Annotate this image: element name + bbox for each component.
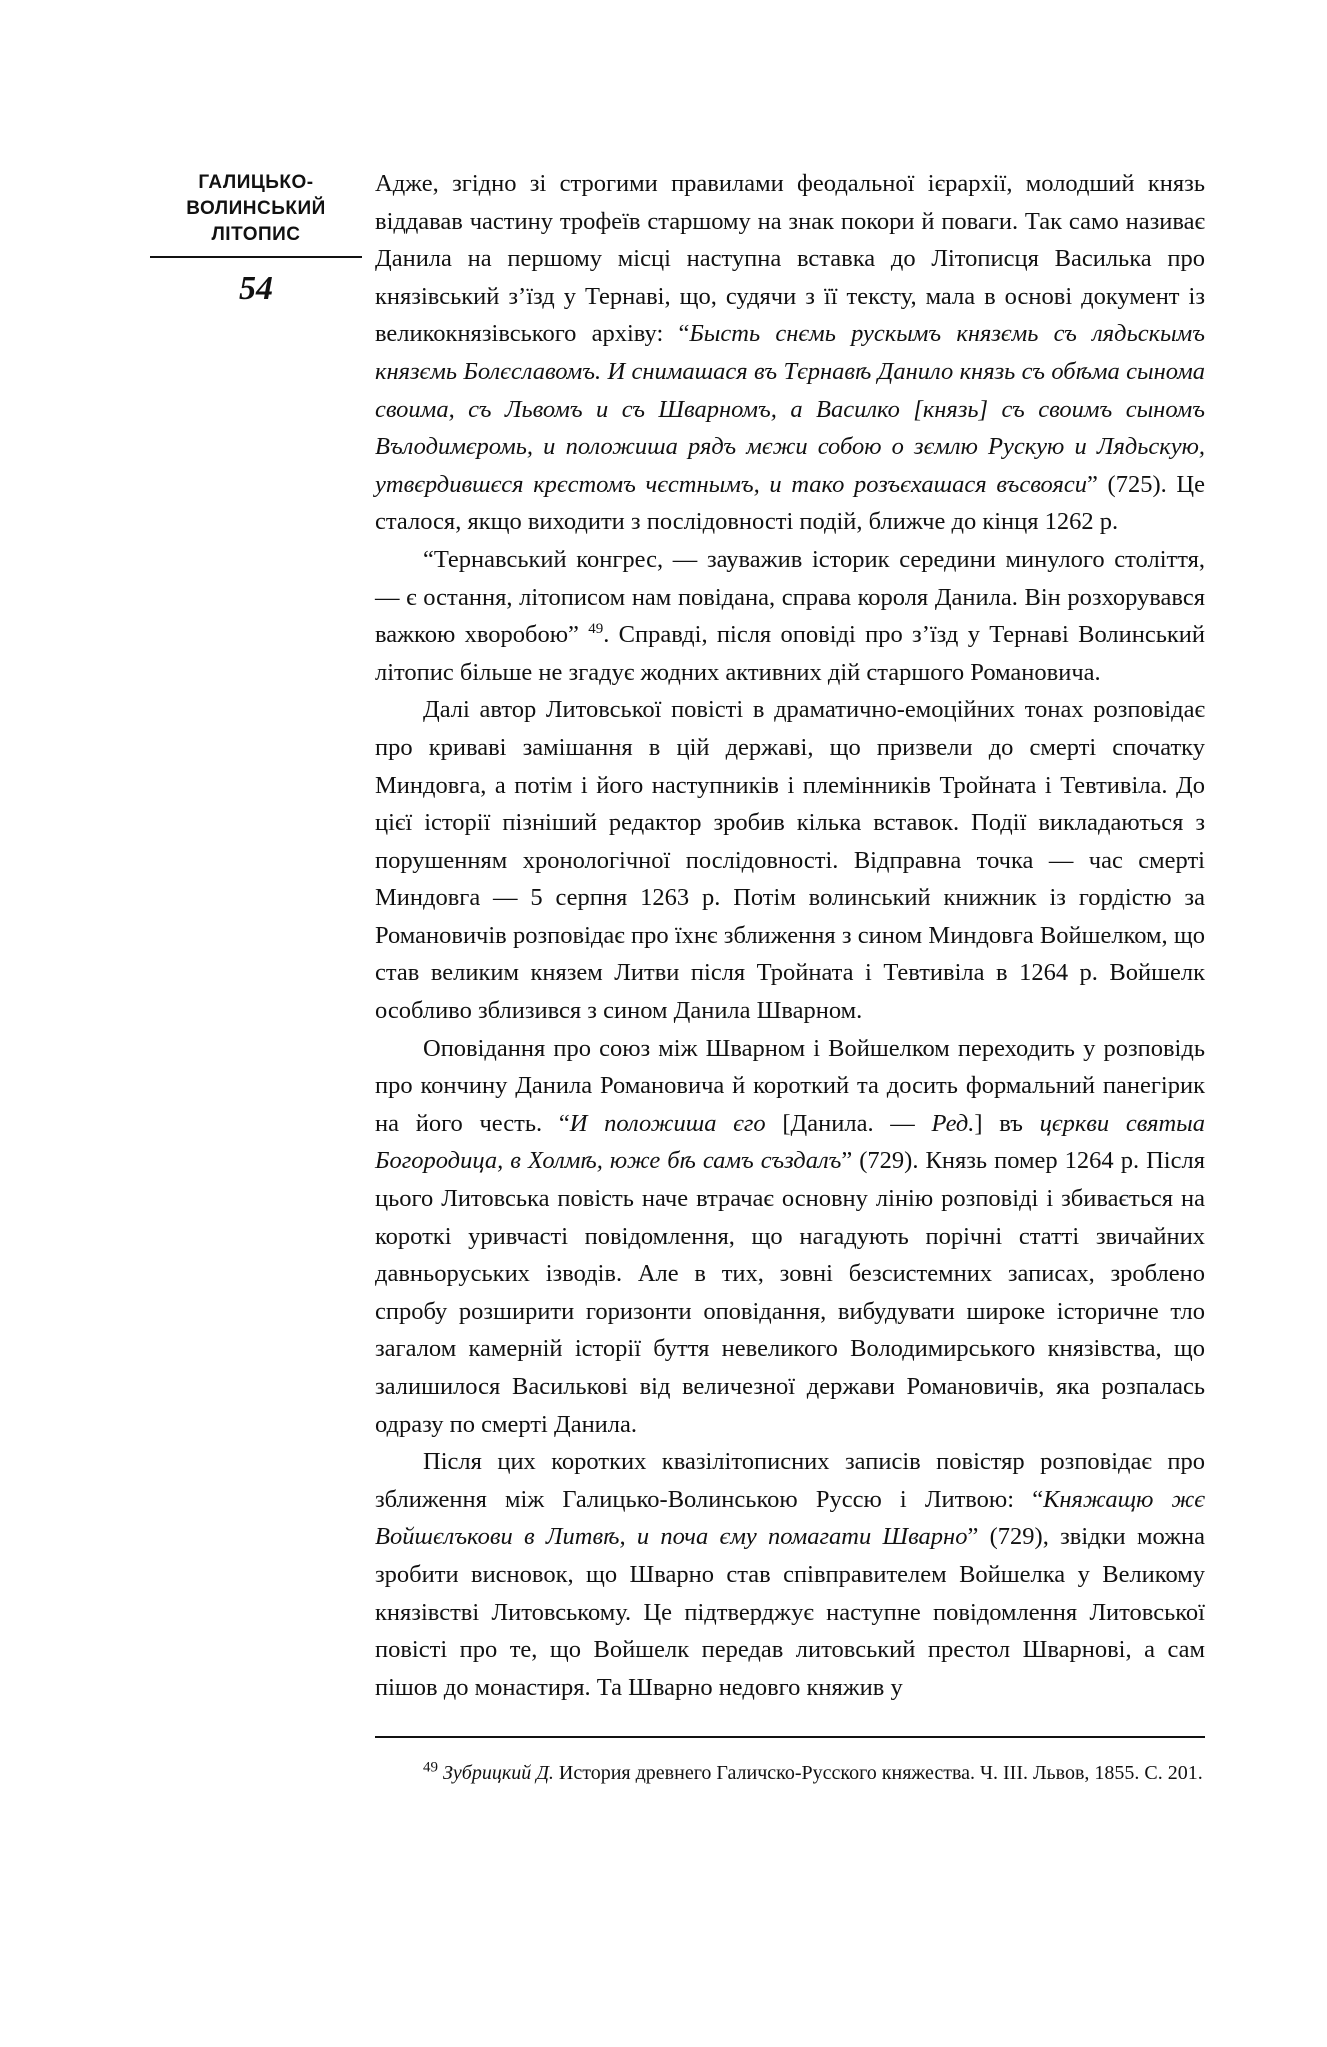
body-text: [375, 165, 1205, 1706]
sidebar-header: [150, 170, 362, 308]
divider: [150, 256, 362, 258]
paragraph: [375, 691, 1205, 1029]
running-head-line: ГАЛИЦЬКО-: [198, 172, 314, 193]
quoted-chronicle-text: И положиша єго: [569, 1109, 766, 1137]
footnote-number: 49: [423, 1759, 438, 1776]
paragraph: [375, 1443, 1205, 1706]
footnote-divider: [375, 1736, 1205, 1738]
quoted-chronicle-text: цєркви святыа Богородица, в Холмѣ, юже бѣ самъ създалъ: [375, 1109, 1205, 1175]
footnote: [375, 1756, 1205, 1790]
text-run: Адже, згідно зі строгими правилами феодальної ієрархії, молодший князь віддавав частину трофеїв старшому на знак покори й поваги. Так само називає Данила на першому місці наступна вставка до Літописця Василька про князівський з’їзд у Тернаві, що, судячи з її тексту, мала в основі документ із великокнязівського архіву: “: [375, 170, 1205, 348]
page-number: 54: [239, 270, 273, 307]
paragraph: [375, 1030, 1205, 1444]
text-run: ” (729), звідки можна зробити висновок, що Шварно став співправителем Войшелка у Великому князівстві Литовському. Це підтверджує наступне повідомлення Литовської повісті про те, що Войшелк передав литовський престол Шварнові, а сам пішов до монастиря. Та Шварно недовго княжив у: [375, 1523, 1206, 1701]
text-run: Після цих коротких квазілітописних записів повістяр розповідає про зближення між Галицько-Волинською Руссю і Литвою: “: [375, 1448, 1205, 1513]
text-run: Далі автор Литовської повісті в драматично-емоційних тонах розповідає про криваві замішання в цій державі, що призвели до смерті спочатку Миндовга, а потім і його наступників і племінників Тройната і Тевтивіла. До цієї історії пізніший редактор зробив кілька вставок. Події викладаються з порушенням хронологічної послідовності. Відправна точка — час смерті Миндовга — 5 серпня 1263 р. Потім волинський книжник із гордістю за Романовичів розповідає про їхнє зближення з сином Миндовга Войшелком, що став великим князем Литви після Тройната і Тевтивіла в 1264 р. Войшелк особливо зблизився з сином Данила Шварном.: [375, 696, 1205, 1025]
text-run: ] въ: [974, 1109, 1040, 1137]
running-head-line: ЛІТОПИС: [211, 224, 301, 245]
quoted-chronicle-text: Бысть снємь рускымъ князємь съ лядьскымъ князємь Болєславомъ. И снимашася въ Тєрнавѣ Данило князь съ обѣма сынома своима, съ Львомъ и съ Шварномъ, а Василко [князь] съ своимъ сыномъ Вълодимєромь, и положиша рядъ мєжи собою о зємлю Рускую и Лядьскую, утвєрдившєся крєстомъ чєстнымъ, и тако розъєхашася въсвояси: [375, 320, 1206, 498]
text-run: “Тернавський конгрес, — зауважив історик середини минулого століття, — є остання, літописом нам повідана, справа короля Данила. Він розхорувався важкою хворобою”: [375, 545, 1205, 649]
running-head: [150, 170, 362, 248]
text-run: Оповідання про союз між Шварном і Войшелком переходить у розповідь про кончину Данила Романовича й короткий та досить формальний панегірик на його честь. “: [375, 1034, 1205, 1137]
paragraph: [375, 165, 1205, 541]
footnote-ref: 49: [588, 620, 604, 637]
footnote-text: История древнего Галичско-Русского княжества. Ч. III. Львов, 1855. С. 201.: [553, 1762, 1203, 1784]
quoted-chronicle-text: Ред.: [931, 1109, 975, 1137]
running-head-line: ВОЛИНСЬКИЙ: [186, 198, 326, 219]
footnote-body: [375, 1756, 1205, 1790]
quoted-chronicle-text: Княжащю жє Войшєлъкови в Литвѣ, и почa єму помагати Шварно: [375, 1485, 1205, 1551]
text-run: ” (729). Князь помер 1264 р. Після цього Литовська повість наче втрачає основну лінію розповіді і збивається на короткі уривчасті повідомлення, що нагадують порічні статті звичайних давньоруських ізводів. Але в тих, зовні безсистемних записах, зроблено спробу розширити горизонти оповідання, вибудувати широке історичне тло загалом камерній історії буття невеликого Володимирського князівства, що залишилося Васильковi від величезної держави Романовичів, яка розпалась одразу по смерті Данила.: [375, 1147, 1205, 1438]
footnote-author: Зубрицкий Д.: [443, 1762, 554, 1784]
text-run: . Справді, після оповіді про з’їзд у Тернаві Волинський літопис більше не згадує жодних активних дій старшого Романовича.: [375, 621, 1205, 686]
text-run: ” (725). Це сталося, якщо виходити з послідовності подій, ближче до кінця 1262 р.: [375, 470, 1205, 536]
paragraph: [375, 541, 1205, 691]
text-run: [Данила. —: [765, 1109, 932, 1137]
